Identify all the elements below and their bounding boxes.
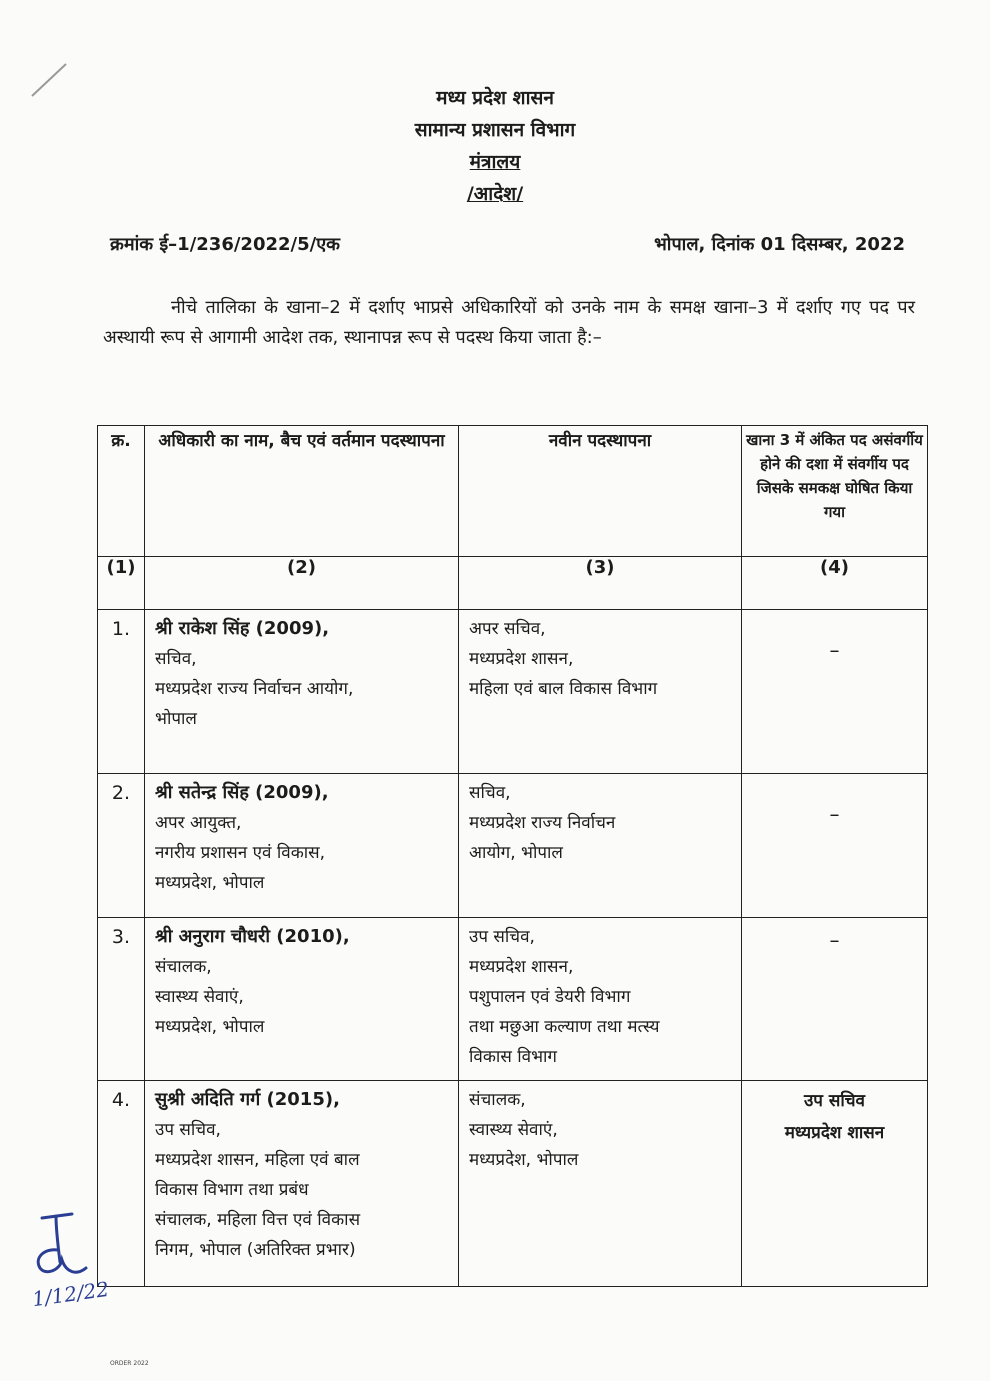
new-posting-cell — [459, 774, 742, 918]
new-posting-line: पशुपालन एवं डेयरी विभाग — [469, 987, 631, 1007]
serial-number: 4. — [98, 1081, 145, 1287]
header-department: सामान्य प्रशासन विभाग — [414, 119, 576, 141]
serial-number: 2. — [98, 774, 145, 918]
new-posting-line: मध्यप्रदेश, भोपाल — [469, 1150, 579, 1170]
header-government: मध्य प्रदेश शासन — [436, 87, 554, 109]
equivalent-line: उप सचिव — [803, 1091, 866, 1111]
reference-line — [110, 232, 905, 256]
column-number: (4) — [742, 557, 928, 610]
officer-name: सुश्री अदिति गर्ग (2015), — [155, 1089, 340, 1110]
column-number-row — [98, 557, 928, 610]
current-posting-line: अपर आयुक्त, — [155, 813, 242, 833]
column-number: (3) — [459, 557, 742, 610]
new-posting-line: विकास विभाग — [469, 1047, 557, 1067]
table-row — [98, 610, 928, 774]
serial-number: 1. — [98, 610, 145, 774]
current-posting-line: निगम, भोपाल (अतिरिक्त प्रभार) — [155, 1240, 356, 1260]
current-posting-line: उप सचिव, — [155, 1120, 221, 1140]
header-ministry: मंत्रालय — [469, 151, 521, 173]
place-date: भोपाल, दिनांक 01 दिसम्बर, 2022 — [654, 234, 905, 255]
table-header-row — [98, 426, 928, 557]
equivalent-line: मध्यप्रदेश शासन — [784, 1123, 885, 1143]
current-posting-line: नगरीय प्रशासन एवं विकास, — [155, 843, 326, 863]
officer-cell — [145, 918, 459, 1081]
current-posting-line: सचिव, — [155, 649, 197, 669]
equivalent-cell: – — [742, 918, 928, 1081]
officer-name: श्री सतेन्द्र सिंह (2009), — [155, 782, 329, 803]
header-equivalent: खाना 3 में अंकित पद असंवर्गीय होने की दशा में संवर्गीय पद जिसके समकक्ष घोषित किया गया — [742, 426, 928, 557]
table-row — [98, 774, 928, 918]
officer-name: श्री राकेश सिंह (2009), — [155, 618, 330, 639]
table-row — [98, 1081, 928, 1287]
new-posting-line: मध्यप्रदेश शासन, — [469, 649, 574, 669]
equivalent-cell — [742, 1081, 928, 1287]
signature-mark — [20, 1210, 100, 1290]
signature-date: 1/12/22 — [30, 1276, 111, 1312]
column-number: (2) — [145, 557, 459, 610]
officer-cell — [145, 610, 459, 774]
new-posting-line: अपर सचिव, — [469, 619, 546, 639]
order-number: क्रमांक ई–1/236/2022/5/एक — [110, 234, 340, 255]
current-posting-line: मध्यप्रदेश, भोपाल — [155, 1017, 265, 1037]
new-posting-line: संचालक, — [469, 1090, 526, 1110]
current-posting-line: संचालक, महिला वित्त एवं विकास — [155, 1210, 361, 1230]
posting-table — [97, 425, 928, 1287]
new-posting-line: तथा मछुआ कल्याण तथा मत्स्य — [469, 1017, 660, 1037]
new-posting-line: आयोग, भोपाल — [469, 843, 563, 863]
officer-name: श्री अनुराग चौधरी (2010), — [155, 926, 350, 947]
equivalent-cell: – — [742, 610, 928, 774]
footer-code: ORDER 2022 — [110, 1360, 149, 1367]
officer-cell — [145, 774, 459, 918]
new-posting-line: उप सचिव, — [469, 927, 535, 947]
new-posting-line: सचिव, — [469, 783, 511, 803]
current-posting-line: स्वास्थ्य सेवाएं, — [155, 987, 244, 1007]
table-row — [98, 918, 928, 1081]
intro-paragraph: नीचे तालिका के खाना–2 में दर्शाए भाप्रसे अधिकारियों को उनके नाम के समक्ष खाना–3 में दर्शाए गए पद पर अस्थायी रूप से आगामी आदेश तक, स्थानापन्न रूप से पदस्थ किया जाता है:– — [103, 297, 915, 348]
current-posting-line: विकास विभाग तथा प्रबंध — [155, 1180, 309, 1200]
new-posting-cell — [459, 1081, 742, 1287]
equivalent-cell: – — [742, 774, 928, 918]
header-serial: क्र. — [98, 426, 145, 557]
new-posting-cell — [459, 610, 742, 774]
serial-number: 3. — [98, 918, 145, 1081]
new-posting-cell — [459, 918, 742, 1081]
new-posting-line: मध्यप्रदेश राज्य निर्वाचन — [469, 813, 616, 833]
header-order: /आदेश/ — [466, 183, 524, 205]
new-posting-line: महिला एवं बाल विकास विभाग — [469, 679, 658, 699]
new-posting-line: मध्यप्रदेश शासन, — [469, 957, 574, 977]
current-posting-line: भोपाल — [155, 709, 197, 729]
column-number: (1) — [98, 557, 145, 610]
header-officer: अधिकारी का नाम, बैच एवं वर्तमान पदस्थापना — [145, 426, 459, 557]
current-posting-line: संचालक, — [155, 957, 212, 977]
current-posting-line: मध्यप्रदेश, भोपाल — [155, 873, 265, 893]
current-posting-line: मध्यप्रदेश राज्य निर्वाचन आयोग, — [155, 679, 354, 699]
new-posting-line: स्वास्थ्य सेवाएं, — [469, 1120, 558, 1140]
header-new-posting: नवीन पदस्थापना — [459, 426, 742, 557]
officer-cell — [145, 1081, 459, 1287]
current-posting-line: मध्यप्रदेश शासन, महिला एवं बाल — [155, 1150, 360, 1170]
